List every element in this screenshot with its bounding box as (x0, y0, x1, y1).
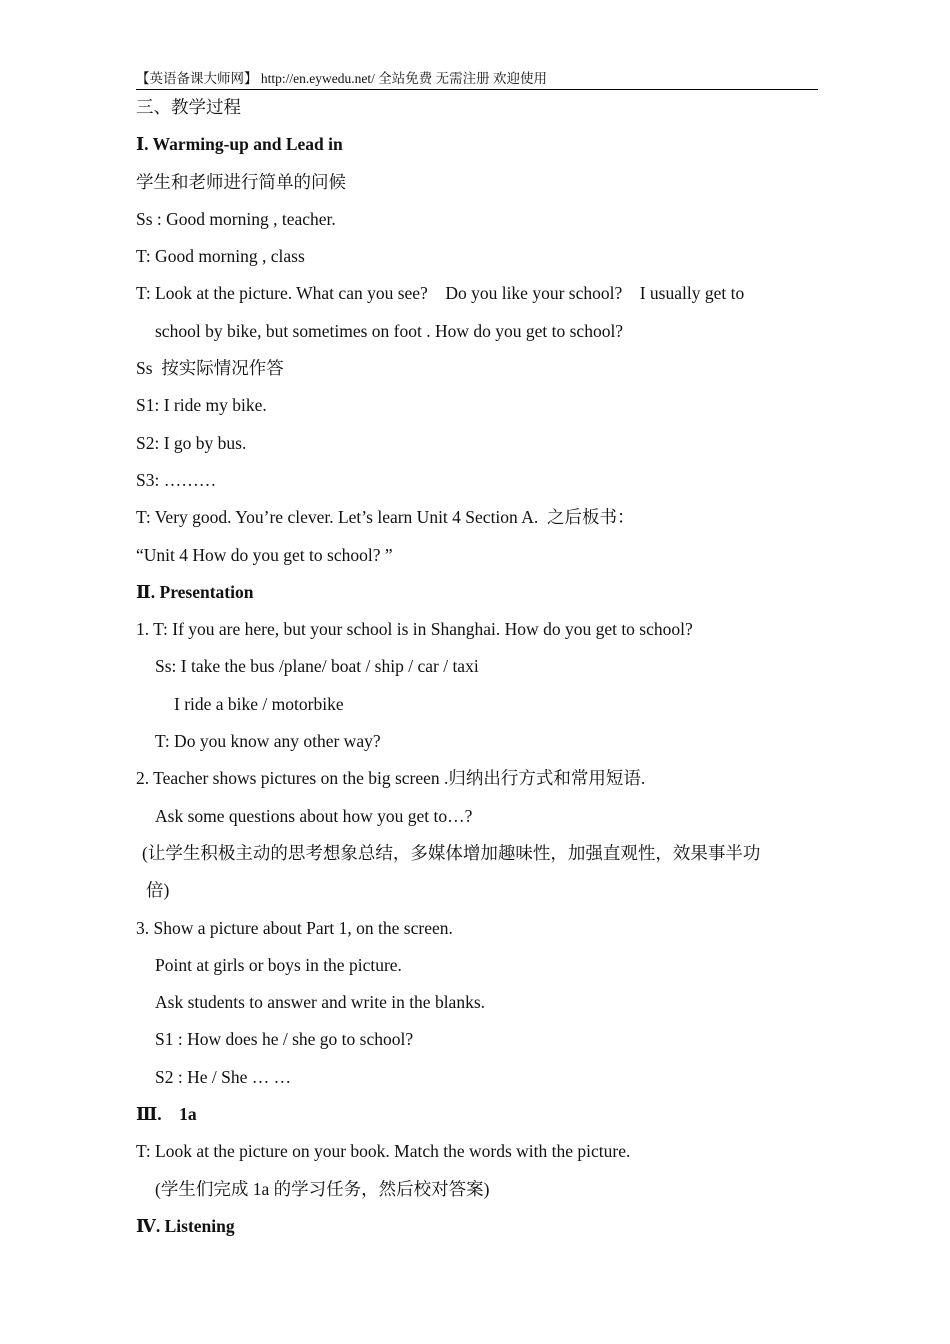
text-line: S2: I go by bus. (136, 432, 247, 453)
text-line: (让学生积极主动的思考想象总结，多媒体增加趣味性，加强直观性，效果事半功 (142, 842, 761, 863)
page-header (136, 70, 818, 90)
text-line: S3: ……… (136, 469, 217, 490)
text-line: 学生和老师进行简单的问候 (136, 171, 346, 192)
text-line: S2 : He / She … … (155, 1066, 292, 1087)
heading-listening: Ⅳ. Listening (136, 1215, 235, 1236)
text-line: Ask students to answer and write in the blanks. (155, 992, 486, 1013)
text-line: T: Good morning , class (136, 246, 305, 267)
heading-warming-up: Ⅰ. Warming-up and Lead in (136, 134, 343, 155)
text-line: (学生们完成 1a 的学习任务，然后校对答案) (155, 1178, 490, 1199)
text-line: Ss: I take the bus /plane/ boat / ship / car / taxi (155, 656, 479, 677)
text-line: T: Very good. You’re clever. Let’s learn Unit 4 Section A. 之后板书： (136, 507, 635, 528)
text-line: Ss 按实际情况作答 (136, 358, 284, 379)
document-body (136, 89, 818, 1245)
text-line: S1 : How does he / she go to school? (155, 1029, 414, 1050)
text-line: 3. Show a picture about Part 1, on the screen. (136, 917, 453, 938)
text-line: S1: I ride my bike. (136, 395, 267, 416)
section-title-teaching-process: 三、教学过程 (136, 97, 241, 117)
text-line: T: Do you know any other way? (155, 731, 381, 752)
text-line: T: Look at the picture. What can you see? Do you like your school? I usually get to (136, 283, 745, 304)
heading-1a: Ⅲ. 1a (136, 1104, 197, 1125)
text-line: school by bike, but sometimes on foot . How do you get to school? (155, 320, 624, 341)
text-line: I ride a bike / motorbike (174, 693, 344, 714)
heading-presentation: Ⅱ. Presentation (136, 581, 254, 602)
text-line: 倍) (146, 880, 170, 901)
text-line: T: Look at the picture on your book. Match the words with the picture. (136, 1141, 631, 1162)
text-line: Ss : Good morning , teacher. (136, 208, 336, 229)
text-line: Point at girls or boys in the picture. (155, 954, 402, 975)
text-line: 1. T: If you are here, but your school is in Shanghai. How do you get to school? (136, 619, 693, 640)
header-text: 【英语备课大师网】 http://en.eywedu.net/ 全站免费 无需注册 欢迎使用 (136, 71, 547, 86)
text-line: “Unit 4 How do you get to school? ” (136, 544, 393, 565)
text-line: 2. Teacher shows pictures on the big screen .归纳出行方式和常用短语. (136, 768, 646, 789)
text-line: Ask some questions about how you get to…? (155, 805, 473, 826)
